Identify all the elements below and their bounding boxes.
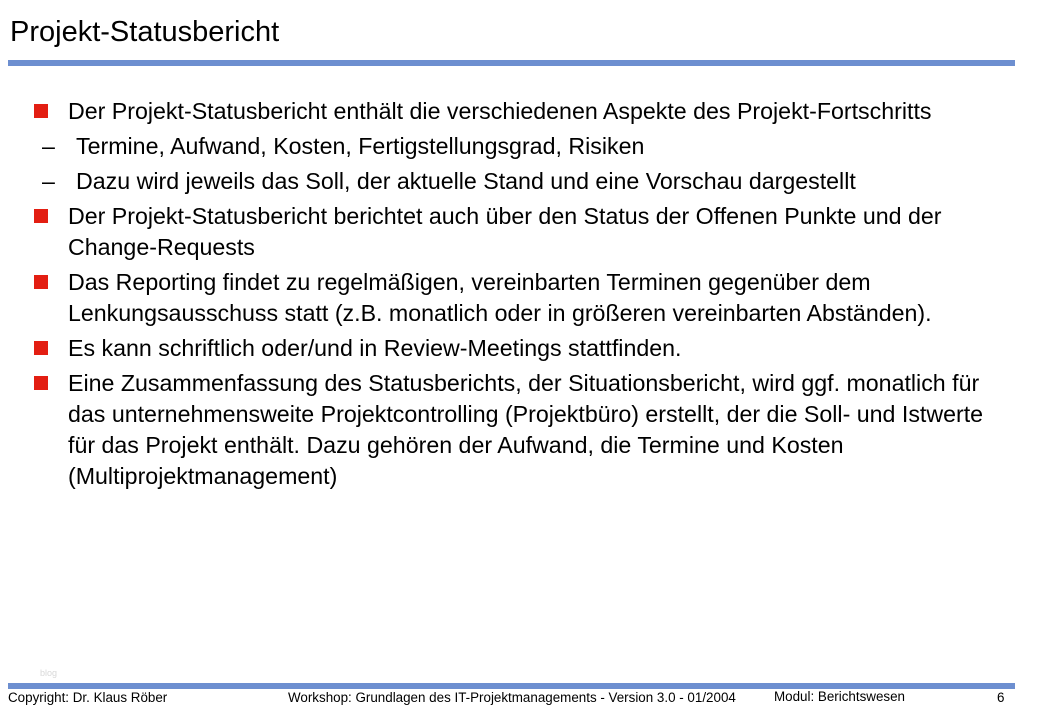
square-bullet-icon [34,104,48,118]
sub-bullet-text: Termine, Aufwand, Kosten, Fertigstellungsgrad, Risiken [76,133,645,159]
title-divider [8,60,1015,66]
footer-copyright: Copyright: Dr. Klaus Röber [8,690,168,705]
bullet-text: Das Reporting findet zu regelmäßigen, vereinbarten Terminen gegenüber dem Lenkungsausschuss statt (z.B. monatlich oder in größeren vereinbarten Abständen). [68,269,932,326]
sub-bullet-item [34,131,1014,162]
dash-marker: – [42,133,55,159]
bullet-text: Es kann schriftlich oder/und in Review-Meetings stattfinden. [68,335,682,361]
bullet-text: Der Projekt-Statusbericht enthält die verschiedenen Aspekte des Projekt-Fortschritts [68,98,932,124]
bullet-item [34,201,1014,263]
footer-workshop: Workshop: Grundlagen des IT-Projektmanagements - Version 3.0 - 01/2004 [288,690,736,705]
footer-module: Modul: Berichtswesen [774,689,905,704]
bullet-text: Eine Zusammenfassung des Statusberichts, der Situationsbericht, wird ggf. monatlich für das unternehmensweite Projektcontrolling (Projektbüro) erstellt, der die Soll- und Istwerte für das Projekt enthält. Dazu gehören der Aufwand, die Termine und Kosten (Multiprojektmanagement) [68,370,984,489]
page-number: 6 [997,690,1005,705]
sub-bullet-item [34,166,1014,197]
bullet-item [34,267,1014,329]
sub-bullet-text: Dazu wird jeweils das Soll, der aktuelle Stand und eine Vorschau dargestellt [76,168,856,194]
square-bullet-icon [34,376,48,390]
bullet-item [34,96,1014,127]
watermark: blog [40,668,58,678]
square-bullet-icon [34,275,48,289]
bullet-item [34,333,1014,364]
square-bullet-icon [34,209,48,223]
bullet-item [34,368,1014,492]
slide-content [34,96,1014,496]
slide-title: Projekt-Statusbericht [10,16,280,48]
bullet-text: Der Projekt-Statusbericht berichtet auch über den Status der Offenen Punkte und der Change-Requests [68,203,942,260]
dash-marker: – [42,168,55,194]
square-bullet-icon [34,341,48,355]
